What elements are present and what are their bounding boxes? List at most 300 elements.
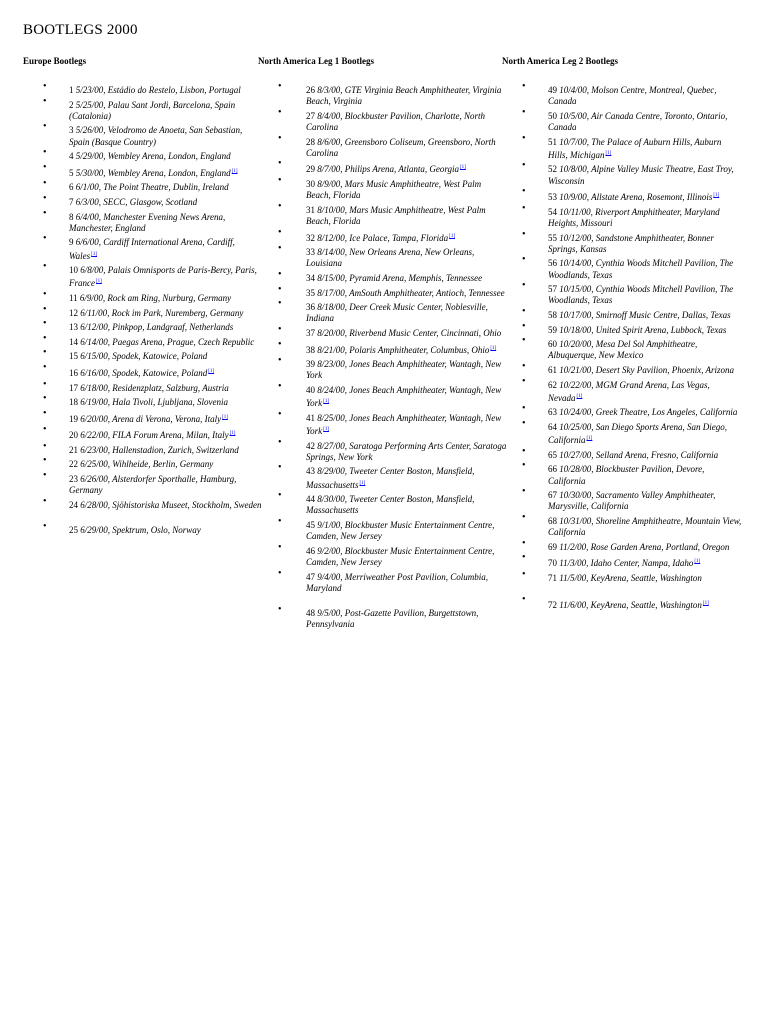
show-number: 31 — [306, 204, 315, 215]
list-item — [502, 132, 742, 161]
show-details: 10/11/00, Riverport Amphitheater, Maryland Heights, Missouri — [548, 206, 720, 228]
show-details: 10/24/00, Greek Theatre, Los Angeles, California — [559, 407, 738, 418]
footnote-link[interactable]: [1] — [323, 399, 330, 405]
show-details: 5/30/00, Wembley Arena, London, England — [75, 167, 231, 178]
bullet-icon: • — [522, 568, 526, 580]
show-number: 47 — [306, 571, 315, 582]
list-item — [502, 417, 742, 446]
show-details: 9/5/00, Post-Gazette Pavilion, Burgettstown, Pennsylvania — [306, 607, 479, 630]
show-number: 30 — [306, 178, 315, 189]
list-item — [258, 541, 508, 568]
footnote-link[interactable]: [1] — [586, 436, 593, 442]
bullet-icon: • — [43, 495, 47, 507]
list-item — [258, 174, 508, 201]
show-details: 8/7/00, Philips Arena, Atlanta, Georgia — [317, 164, 459, 175]
page-title: BOOTLEGS 2000 — [23, 22, 138, 38]
show-details: 8/25/00, Jones Beach Amphitheater, Wantagh, New York — [306, 412, 502, 436]
show-number: 42 — [306, 440, 315, 451]
bullet-icon: • — [278, 158, 282, 170]
list-item — [23, 455, 263, 470]
bullet-icon: • — [43, 121, 47, 133]
list-item — [258, 283, 508, 299]
show-number: 18 — [69, 397, 78, 408]
footnote-link[interactable]: [1] — [222, 414, 228, 420]
bullet-icon: • — [43, 192, 47, 204]
show-number: 60 — [548, 339, 557, 350]
list-item — [258, 81, 508, 107]
show-number: 16 — [69, 367, 78, 378]
footnote-link[interactable]: [1] — [576, 393, 583, 399]
show-number: 34 — [306, 272, 315, 283]
bullet-icon: • — [522, 254, 526, 266]
show-number: 35 — [306, 287, 315, 298]
bullet-icon: • — [43, 303, 47, 315]
bullet-icon: • — [522, 537, 526, 549]
show-details: 8/18/00, Deer Creek Music Center, Noblesville, Indiana — [306, 302, 488, 324]
bullet-icon: • — [43, 261, 47, 273]
show-details: 8/9/00, Mars Music Amphitheatre, West Palm Beach, Florida — [306, 178, 482, 201]
show-details: 6/26/00, Alsterdorfer Sporthalle, Hamburg, Germany — [69, 474, 237, 496]
list-item — [502, 81, 742, 107]
list-item — [23, 178, 263, 193]
show-number: 45 — [306, 519, 315, 530]
show-details: 6/20/00, Arena di Verona, Verona, Italy — [80, 413, 222, 424]
bullet-icon: • — [43, 407, 47, 419]
list-item — [23, 192, 263, 208]
show-number: 21 — [69, 444, 78, 455]
list-item — [502, 280, 742, 306]
bullet-icon: • — [522, 280, 526, 292]
show-details: 8/30/00, Tweeter Center Boston, Mansfield, Massachusetts — [306, 494, 475, 516]
footnote-link[interactable]: [1] — [208, 368, 215, 374]
show-details: 5/25/00, Palau Sant Jordi, Barcelona, Spain (Catalonia) — [69, 99, 236, 121]
bullet-icon: • — [522, 202, 526, 214]
bullet-icon: • — [43, 347, 47, 359]
footnote-link[interactable]: [1] — [702, 601, 709, 607]
show-details: 10/4/00, Molson Centre, Montreal, Quebec, Canada — [548, 85, 717, 107]
show-number: 44 — [306, 494, 315, 505]
show-number: 67 — [548, 490, 557, 501]
list-item — [23, 288, 263, 304]
list-item — [23, 521, 263, 536]
show-number: 49 — [548, 85, 557, 95]
list-item — [23, 424, 263, 441]
bullet-icon: • — [278, 298, 282, 310]
bullet-icon: • — [278, 200, 282, 212]
bullet-icon: • — [43, 288, 47, 300]
list-item — [502, 511, 742, 538]
list-item — [23, 207, 263, 234]
show-details: 8/20/00, Riverbend Music Center, Cincinnati, Ohio — [317, 327, 502, 338]
show-details: 8/12/00, Ice Palace, Tampa, Florida — [317, 232, 449, 243]
bullet-icon: • — [522, 160, 526, 172]
show-details: 10/25/00, San Diego Sports Arena, San Diego, California — [548, 421, 727, 446]
bullet-icon: • — [522, 335, 526, 347]
list-item — [502, 568, 742, 584]
bullet-icon: • — [43, 147, 47, 159]
show-number: 51 — [548, 136, 557, 147]
show-details: 10/7/00, The Palace of Auburn Hills, Auburn Hills, Michigan — [548, 136, 722, 160]
bullet-icon: • — [522, 106, 526, 118]
bullet-icon: • — [43, 470, 47, 482]
show-number: 32 — [306, 232, 315, 243]
show-number: 2 — [69, 99, 74, 110]
bullet-icon: • — [278, 541, 282, 553]
show-list — [502, 81, 742, 611]
show-details: 5/29/00, Wembley Arena, London, England — [75, 151, 231, 162]
show-number: 62 — [548, 379, 557, 390]
footnote-link[interactable]: [1] — [96, 279, 102, 285]
show-number: 43 — [306, 466, 315, 477]
show-details: 10/5/00, Air Canada Centre, Toronto, Ontario, Canada — [548, 110, 728, 132]
list-item — [23, 470, 263, 496]
list-item — [23, 81, 263, 96]
show-number: 5 — [69, 167, 74, 178]
footnote-link[interactable]: [1] — [229, 431, 236, 437]
bullet-icon: • — [278, 462, 282, 474]
bullet-icon: • — [43, 521, 47, 533]
list-item — [502, 552, 742, 569]
show-number: 28 — [306, 136, 315, 147]
show-details: 10/9/00, Allstate Arena, Rosemont, Illinois — [559, 192, 713, 203]
show-details: 8/14/00, New Orleans Arena, New Orleans, Louisiana — [306, 247, 475, 269]
show-details: 6/4/00, Manchester Evening News Arena, Manchester, England — [69, 211, 226, 233]
show-number: 20 — [69, 430, 78, 441]
footnote-link[interactable]: [1] — [359, 480, 366, 486]
bullet-icon: • — [278, 603, 282, 615]
show-number: 58 — [548, 309, 557, 320]
show-number: 22 — [69, 459, 78, 470]
show-details: 11/2/00, Rose Garden Arena, Portland, Oregon — [559, 541, 730, 552]
bullet-icon: • — [278, 226, 282, 238]
list-item — [502, 403, 742, 418]
show-number: 54 — [548, 206, 557, 217]
show-details: 9/2/00, Blockbuster Music Entertainment Centre, Camden, New Jersey — [306, 545, 495, 567]
show-details: 10/12/00, Sandstone Amphitheater, Bonner Springs, Kansas — [548, 232, 714, 254]
show-details: 6/1/00, The Point Theatre, Dublin, Ireland — [75, 182, 229, 193]
show-details: 11/3/00, Idaho Center, Nampa, Idaho — [559, 558, 694, 569]
list-item — [23, 495, 263, 511]
show-number: 19 — [69, 413, 78, 424]
bullet-icon: • — [43, 95, 47, 107]
bullet-icon: • — [522, 228, 526, 240]
list-item — [502, 486, 742, 512]
list-item — [502, 160, 742, 186]
show-details: 10/8/00, Alpine Valley Music Theatre, East Troy, Wisconsin — [548, 164, 734, 186]
list-item — [258, 298, 508, 324]
show-details: 5/23/00, Estádio do Restelo, Lisbon, Portugal — [75, 85, 241, 95]
bullet-icon: • — [43, 393, 47, 405]
show-list — [258, 81, 508, 630]
bullet-icon: • — [43, 361, 47, 373]
show-number: 38 — [306, 344, 315, 355]
bullet-icon: • — [278, 338, 282, 350]
show-number: 40 — [306, 384, 315, 395]
bullet-icon: • — [278, 515, 282, 527]
show-number: 23 — [69, 474, 78, 485]
list-item — [258, 132, 508, 159]
show-details: 6/3/00, SECC, Glasgow, Scotland — [75, 196, 198, 207]
list-item — [502, 537, 742, 553]
show-number: 1 — [69, 85, 74, 95]
footnote-link[interactable]: [1] — [490, 345, 497, 351]
show-details: 8/15/00, Pyramid Arena, Memphis, Tennessee — [317, 272, 483, 283]
show-number: 10 — [69, 265, 78, 276]
show-number: 65 — [548, 449, 557, 460]
bullet-icon: • — [43, 424, 47, 436]
bullet-icon: • — [43, 440, 47, 452]
bullet-icon: • — [278, 408, 282, 420]
show-number: 56 — [548, 258, 557, 269]
bullet-icon: • — [43, 161, 47, 173]
list-item — [258, 515, 508, 542]
bullet-icon: • — [278, 567, 282, 579]
list-item — [502, 375, 742, 404]
show-details: 8/27/00, Saratoga Performing Arts Center, Saratoga Springs, New York — [306, 440, 507, 462]
show-number: 29 — [306, 164, 315, 175]
footnote-link[interactable]: [1] — [605, 150, 612, 156]
column-heading: Europe Bootlegs — [23, 56, 87, 66]
footnote-link[interactable]: [1] — [713, 193, 720, 199]
list-item — [502, 460, 742, 486]
list-item — [502, 228, 742, 255]
list-item — [502, 305, 742, 321]
europe-bootlegs-column — [23, 56, 263, 540]
show-details: 6/22/00, FILA Forum Arena, Milan, Italy — [80, 430, 229, 441]
show-details: 8/3/00, GTE Virginia Beach Amphitheater, Virginia Beach, Virginia — [306, 85, 502, 107]
bullet-icon: • — [278, 81, 282, 92]
bullet-icon: • — [522, 486, 526, 498]
show-details: 10/18/00, United Spirit Arena, Lubbock, Texas — [559, 324, 727, 335]
bullet-icon: • — [43, 378, 47, 390]
bullet-icon: • — [278, 436, 282, 448]
show-list — [23, 81, 263, 536]
show-details: 10/15/00, Cynthia Woods Mitchell Pavilion, The Woodlands, Texas — [548, 284, 734, 306]
show-number: 9 — [69, 237, 74, 248]
show-number: 17 — [69, 382, 78, 393]
list-item — [23, 318, 263, 333]
column-heading: North America Leg 2 Bootlegs — [502, 56, 618, 66]
list-item — [23, 303, 263, 319]
show-details: 11/6/00, KeyArena, Seattle, Washington — [559, 600, 702, 611]
list-item — [23, 161, 263, 179]
footnote-link[interactable]: [1] — [460, 165, 466, 171]
list-item — [502, 445, 742, 461]
show-details: 6/16/00, Spodek, Katowice, Poland — [80, 367, 208, 378]
show-details: 9/1/00, Blockbuster Music Entertainment Centre, Camden, New Jersey — [306, 519, 495, 542]
list-item — [258, 408, 508, 437]
bullet-icon: • — [278, 106, 282, 118]
bullet-icon: • — [522, 81, 526, 92]
show-details: 8/4/00, Blockbuster Pavilion, Charlotte, North Carolina — [306, 110, 485, 132]
show-details: 10/20/00, Mesa Del Sol Amphitheatre, Albuquerque, New Mexico — [548, 339, 698, 361]
show-details: 6/12/00, Pinkpop, Landgraaf, Netherlands — [80, 322, 234, 333]
show-details: 6/14/00, Paegas Arena, Prague, Czech Republic — [80, 336, 255, 347]
list-item — [502, 106, 742, 133]
show-details: 11/5/00, KeyArena, Seattle, Washington — [559, 572, 702, 583]
show-details: 8/17/00, AmSouth Amphitheater, Antioch, Tennessee — [317, 287, 505, 298]
bullet-icon: • — [522, 132, 526, 144]
show-number: 52 — [548, 164, 557, 175]
list-item — [258, 355, 508, 381]
show-details: 8/29/00, Tweeter Center Boston, Mansfield, Massachusetts — [306, 466, 475, 490]
show-number: 13 — [69, 322, 78, 333]
show-number: 61 — [548, 364, 557, 375]
bullet-icon: • — [522, 360, 526, 372]
show-details: 8/21/00, Polaris Amphitheater, Columbus, Ohio — [317, 344, 490, 355]
show-number: 14 — [69, 336, 78, 347]
bullet-icon: • — [278, 283, 282, 295]
bullet-icon: • — [278, 174, 282, 186]
bullet-icon: • — [522, 594, 526, 606]
show-number: 72 — [548, 600, 557, 611]
show-number: 64 — [548, 421, 557, 432]
show-details: 8/23/00, Jones Beach Amphitheater, Wantagh, New York — [306, 359, 502, 381]
bullet-icon: • — [43, 332, 47, 344]
list-item — [23, 147, 263, 162]
show-number: 59 — [548, 324, 557, 335]
show-number: 69 — [548, 541, 557, 552]
list-item — [258, 158, 508, 175]
north-america-leg2-bootlegs-column — [502, 56, 742, 615]
bullet-icon: • — [43, 81, 47, 92]
show-number: 68 — [548, 515, 557, 526]
show-details: 10/22/00, MGM Grand Arena, Las Vegas, Nevada — [548, 379, 710, 403]
show-number: 27 — [306, 110, 315, 121]
show-details: 6/18/00, Residenzplatz, Salzburg, Austria — [80, 382, 229, 393]
bullet-icon: • — [522, 460, 526, 472]
show-number: 25 — [69, 525, 78, 536]
list-item — [23, 407, 263, 425]
list-item — [23, 261, 263, 289]
show-details: 6/8/00, Palais Omnisports de Paris-Bercy, Paris, France — [69, 265, 257, 289]
list-item — [23, 121, 263, 147]
show-details: 10/27/00, Selland Arena, Fresno, California — [559, 449, 719, 460]
list-item — [258, 380, 508, 409]
bullet-icon: • — [522, 320, 526, 332]
bullet-icon: • — [278, 323, 282, 335]
list-item — [258, 490, 508, 516]
list-item — [502, 186, 742, 203]
list-item — [258, 462, 508, 490]
show-number: 70 — [548, 558, 557, 569]
list-item — [502, 335, 742, 361]
list-item — [258, 567, 508, 594]
list-item — [502, 360, 742, 376]
show-number: 37 — [306, 327, 315, 338]
show-number: 66 — [548, 464, 557, 475]
list-item — [258, 106, 508, 133]
bullet-icon: • — [522, 305, 526, 317]
show-details: 6/23/00, Hallenstadion, Zurich, Switzerland — [80, 444, 239, 455]
show-number: 55 — [548, 232, 557, 243]
show-details: 10/17/00, Smirnoff Music Centre, Dallas, Texas — [559, 309, 731, 320]
footnote-link[interactable]: [1] — [231, 168, 238, 174]
show-number: 48 — [306, 607, 315, 618]
list-item — [258, 436, 508, 463]
show-number: 71 — [548, 572, 557, 583]
show-details: 10/30/00, Sacramento Valley Amphitheater, Marysville, California — [548, 490, 716, 512]
footnote-link[interactable]: [1] — [323, 426, 330, 432]
bullet-icon: • — [43, 178, 47, 190]
bullet-icon: • — [43, 207, 47, 219]
list-item — [258, 338, 508, 356]
list-item — [502, 320, 742, 336]
footnote-link[interactable]: [1] — [91, 251, 98, 257]
list-item — [502, 594, 742, 611]
show-details: 9/4/00, Merriweather Post Pavilion, Columbia, Maryland — [306, 571, 488, 593]
show-number: 7 — [69, 196, 74, 207]
list-item — [258, 226, 508, 244]
show-number: 24 — [69, 499, 78, 510]
show-details: 5/26/00, Velodromo de Anoeta, San Sebastian, Spain (Basque Country) — [69, 125, 243, 147]
show-number: 33 — [306, 247, 315, 258]
footnote-link[interactable]: [1] — [694, 559, 701, 565]
show-details: 10/28/00, Blockbuster Pavilion, Devore, California — [548, 464, 705, 486]
show-number: 15 — [69, 351, 78, 362]
list-item — [23, 332, 263, 348]
show-details: 6/6/00, Cardiff International Arena, Cardiff, Wales — [69, 237, 235, 261]
show-number: 57 — [548, 284, 557, 295]
list-item — [502, 254, 742, 280]
list-item — [23, 361, 263, 379]
bullet-icon: • — [522, 375, 526, 387]
bullet-icon: • — [278, 132, 282, 144]
bullet-icon: • — [278, 380, 282, 392]
bullet-icon: • — [522, 511, 526, 523]
bullet-icon: • — [278, 355, 282, 367]
show-number: 53 — [548, 192, 557, 203]
bullet-icon: • — [278, 243, 282, 255]
bullet-icon: • — [522, 552, 526, 564]
footnote-link[interactable]: [1] — [449, 233, 455, 239]
show-number: 12 — [69, 307, 78, 318]
bullet-icon: • — [522, 403, 526, 415]
list-item — [258, 268, 508, 284]
show-number: 26 — [306, 85, 315, 95]
list-item — [258, 323, 508, 339]
bullet-icon: • — [43, 318, 47, 330]
bullet-icon: • — [522, 445, 526, 457]
list-item — [23, 95, 263, 122]
bullet-icon: • — [278, 490, 282, 502]
show-number: 11 — [69, 292, 78, 303]
show-details: 6/9/00, Rock am Ring, Nurburg, Germany — [79, 292, 232, 303]
show-number: 36 — [306, 302, 315, 313]
show-details: 6/25/00, Wihlheide, Berlin, Germany — [80, 459, 214, 470]
show-number: 3 — [69, 125, 74, 136]
show-details: 6/11/00, Rock im Park, Nuremberg, Germany — [80, 307, 244, 318]
list-item — [258, 200, 508, 227]
show-details: 6/28/00, Sjöhistoriska Museet, Stockholm, Sweden — [80, 499, 262, 510]
bullet-icon: • — [278, 268, 282, 280]
show-details: 8/10/00, Mars Music Amphitheatre, West Palm Beach, Florida — [306, 204, 486, 226]
list-item — [258, 603, 508, 630]
show-details: 6/29/00, Spektrum, Oslo, Norway — [80, 525, 201, 536]
bullet-icon: • — [522, 186, 526, 198]
bullet-icon: • — [43, 455, 47, 467]
show-number: 46 — [306, 545, 315, 556]
list-item — [258, 243, 508, 269]
show-details: 8/6/00, Greensboro Coliseum, Greensboro, North Carolina — [306, 136, 496, 158]
list-item — [23, 347, 263, 362]
show-number: 8 — [69, 211, 74, 222]
show-details: 8/24/00, Jones Beach Amphitheater, Wantagh, New York — [306, 384, 502, 409]
list-item — [23, 233, 263, 261]
bullet-icon: • — [43, 233, 47, 245]
show-details: 10/21/00, Desert Sky Pavilion, Phoenix, Arizona — [559, 364, 735, 375]
column-heading: North America Leg 1 Bootlegs — [258, 56, 374, 66]
